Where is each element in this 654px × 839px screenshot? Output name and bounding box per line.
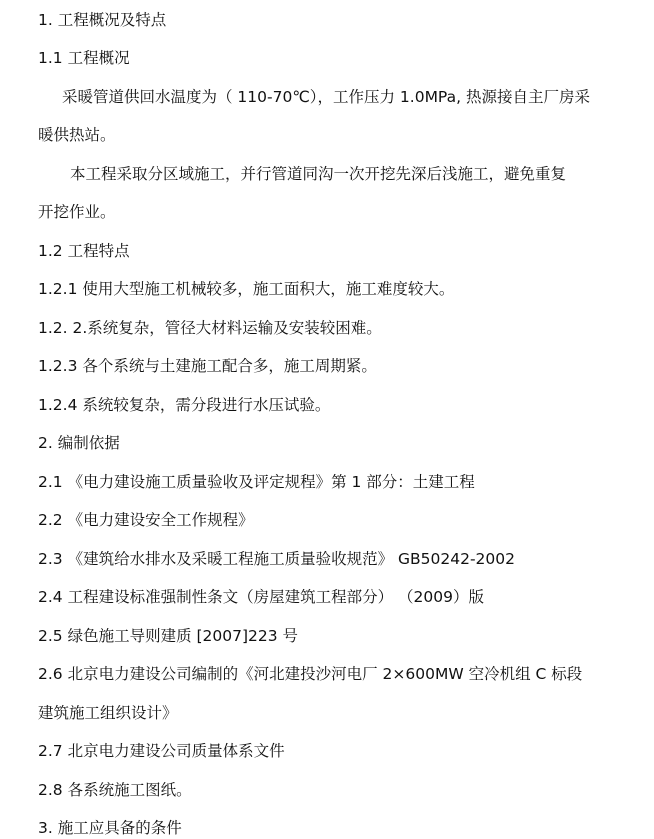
list-item: 1.2. 2.系统复杂，管径大材料运输及安装较困难。 bbox=[38, 319, 382, 337]
list-item: 1.2.1 使用大型施工机械较多，施工面积大，施工难度较大。 bbox=[38, 280, 455, 298]
list-item: 2.3 《建筑给水排水及采暖工程施工质量验收规范》 GB50242-2002 bbox=[38, 550, 515, 568]
list-item: 1.2.4 系统较复杂，需分段进行水压试验。 bbox=[38, 396, 331, 414]
paragraph-line: 暖供热站。 bbox=[38, 126, 116, 144]
heading-section-2: 2. 编制依据 bbox=[38, 434, 120, 452]
paragraph-line: 本工程采取分区域施工，并行管道同沟一次开挖先深后浅施工，避免重复 bbox=[70, 165, 567, 183]
list-item: 2.5 绿色施工导则建质 [2007]223 号 bbox=[38, 627, 299, 645]
heading-section-3: 3. 施工应具备的条件 bbox=[38, 819, 182, 837]
list-item-continuation: 建筑施工组织设计》 bbox=[38, 704, 178, 722]
heading-section-1: 1. 工程概况及特点 bbox=[38, 11, 167, 29]
list-item: 2.6 北京电力建设公司编制的《河北建投沙河电厂 2×600MW 空冷机组 C 标段 bbox=[38, 665, 583, 683]
list-item: 2.2 《电力建设安全工作规程》 bbox=[38, 511, 254, 529]
heading-section-1-1: 1.1 工程概况 bbox=[38, 49, 130, 67]
paragraph-line: 采暖管道供回水温度为（ 110-70℃），工作压力 1.0MPa, 热源接自主厂房采 bbox=[62, 88, 590, 106]
list-item: 2.7 北京电力建设公司质量体系文件 bbox=[38, 742, 285, 760]
list-item: 2.8 各系统施工图纸。 bbox=[38, 781, 192, 799]
list-item: 2.1 《电力建设施工质量验收及评定规程》第 1 部分：土建工程 bbox=[38, 473, 475, 491]
list-item: 2.4 工程建设标准强制性条文（房屋建筑工程部分） （2009）版 bbox=[38, 588, 484, 606]
list-item: 1.2.3 各个系统与土建施工配合多，施工周期紧。 bbox=[38, 357, 377, 375]
paragraph-line: 开挖作业。 bbox=[38, 203, 116, 221]
heading-section-1-2: 1.2 工程特点 bbox=[38, 242, 130, 260]
